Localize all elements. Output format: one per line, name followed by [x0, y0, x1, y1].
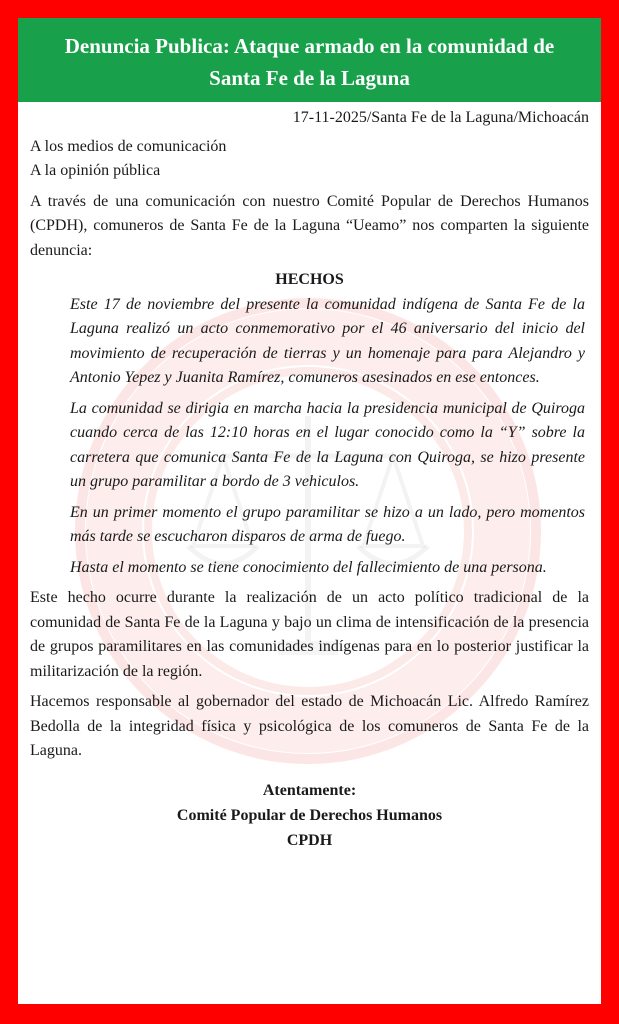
- fact-paragraph: Hasta el momento se tiene conocimiento del fallecimiento de una persona.: [70, 558, 547, 576]
- fact-paragraph: La comunidad se dirigia en marcha hacia la presidencia municipal de Quiroga cuando cerca de las 12:10 horas en el lugar conocido como la “Y” sobre la carretera que comunica Santa Fe de la Laguna con Quiroga, se hizo presente un grupo paramilitar a bordo de 3 vehiculos.: [70, 399, 585, 490]
- header-title-line2: Santa Fe de la Laguna: [209, 66, 410, 90]
- addressee-public: A la opinión pública: [30, 162, 161, 179]
- fact-paragraph: Este 17 de noviembre del presente la comunidad indígena de Santa Fe de la Laguna realizó un acto conmemorativo por el 46 aniversario del inicio del movimiento de recuperación de tierras y un homenaje para para Alejandro y Antonio Yepez y Juanita Ramírez, comuneros asesinados en ese entonces.: [70, 295, 585, 386]
- responsibility-paragraph: Hacemos responsable al gobernador del estado de Michoacán Lic. Alfredo Ramírez Bedolla de la integridad física y psicológica de los comuneros de Santa Fe de la Laguna.: [30, 693, 589, 759]
- document-body: [18, 106, 601, 853]
- document-page: [18, 18, 601, 1004]
- date-line: 17-11-2025/Santa Fe de la Laguna/Michoacán: [292, 109, 589, 126]
- fact-paragraph: En un primer momento el grupo paramilitar se hizo a un lado, pero momentos más tarde se escucharon disparos de arma de fuego.: [70, 503, 585, 545]
- facts-heading: HECHOS: [275, 271, 344, 288]
- signature-block: [30, 778, 589, 853]
- addressee-media: A los medios de comunicación: [30, 137, 227, 155]
- intro-paragraph: A través de una comunicación con nuestro Comité Popular de Derechos Humanos (CPDH), comuneros de Santa Fe de la Laguna “Ueamo” nos comparten la siguiente denuncia:: [30, 192, 589, 259]
- header-title-line1: Denuncia Publica: Ataque armado en la comunidad de: [64, 34, 555, 58]
- context-paragraph: Este hecho ocurre durante la realización de un acto político tradicional de la comunidad de Santa Fe de la Laguna y bajo un clima de intensificación de la presencia de grupos paramilitares en las comunidades indígenas para en lo posterior justificar la militarización de la región.: [30, 589, 589, 680]
- signature-acronym: CPDH: [286, 831, 333, 849]
- header-banner: [18, 18, 601, 102]
- facts-section: [30, 293, 589, 581]
- signature-closing: Atentamente:: [262, 781, 357, 799]
- signature-organization: Comité Popular de Derechos Humanos: [176, 806, 443, 824]
